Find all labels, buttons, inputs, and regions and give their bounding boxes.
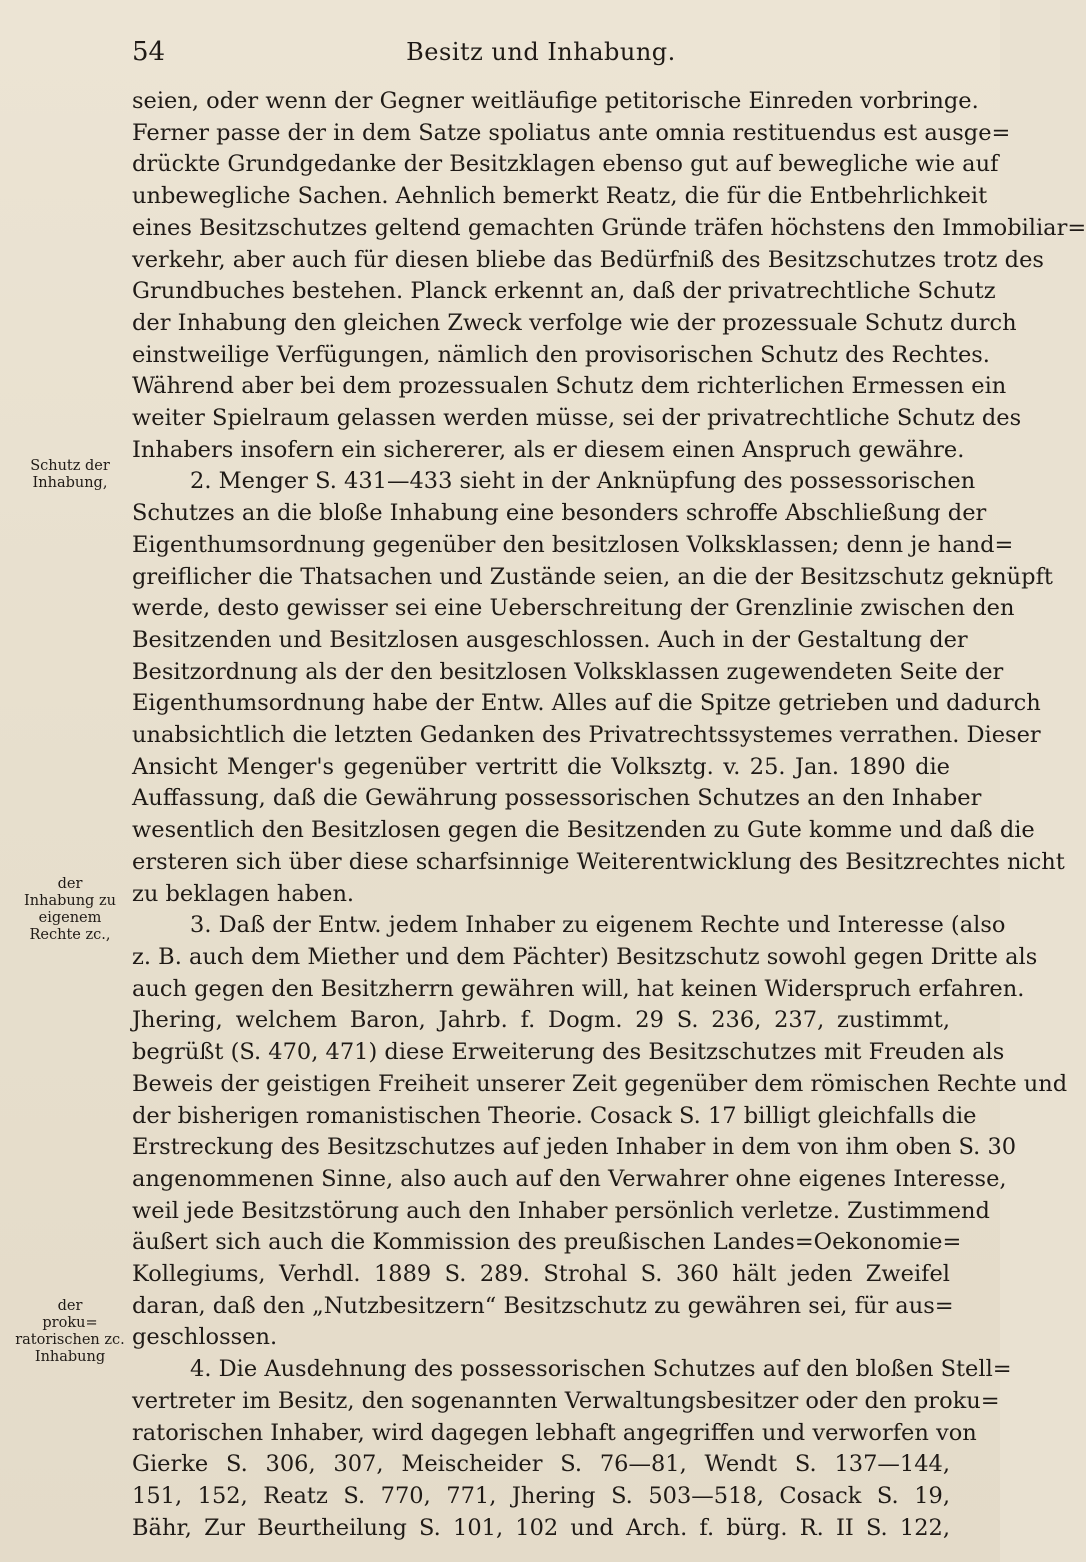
text-line: 151, 152, Reatz S. 770, 771, Jhering S. 503—518, Cosack S. 19, [132,1482,950,1509]
margin-note-line: Inhabung [34,1349,106,1365]
text-line: zu beklagen haben. [132,880,355,907]
text-line: wesentlich den Besitzlosen gegen die Besitzenden zu Gute komme und daß die [132,817,1035,844]
text-line: Inhabers insofern ein sichererer, als er diesem einen Anspruch gewähre. [132,436,965,463]
margin-note-schutz-der-inhabung [14,458,126,492]
margin-note-inhabung-eigenem-rechte [14,876,126,944]
text-line: Erstreckung des Besitzschutzes auf jeden Inhaber in dem von ihm oben S. 30 [132,1134,1017,1161]
text-line: geschlossen. [132,1324,278,1351]
text-line: angenommenen Sinne, also auch auf den Verwahrer ohne eigenes Interesse, [132,1165,1007,1192]
text-line: ersteren sich über diese scharfsinnige Weiterentwicklung des Besitzrechtes nicht [132,848,1065,875]
margin-note-line: der [57,1298,83,1314]
text-line: einstweilige Verfügungen, nämlich den provisorischen Schutz des Rechtes. [132,341,990,368]
paragraph-4-start: 4. Die Ausdehnung des possessorischen Schutzes auf den bloßen Stell= [190,1356,1012,1383]
text-line: Ansicht Menger's gegenüber vertritt die Volksztg. v. 25. Jan. 1890 die [132,753,950,780]
margin-note-line: Inhabung zu [24,893,116,909]
text-line: Besitzenden und Besitzlosen ausgeschlossen. Auch in der Gestaltung der [132,626,968,653]
text-line: verkehr, aber auch für diesen bliebe das Bedürfniß des Besitzschutzes trotz des [132,246,1044,273]
margin-note-line: eigenem [38,910,102,926]
text-line: Jhering, welchem Baron, Jahrb. f. Dogm. 29 S. 236, 237, zustimmt, [132,1007,950,1034]
margin-note-line: Inhabung, [32,475,108,491]
text-line: Bähr, Zur Beurtheilung S. 101, 102 und Arch. f. bürg. R. II S. 122, [132,1514,950,1541]
margin-note-line: Rechte zc., [29,927,111,943]
paragraph-2-start: 2. Menger S. 431—433 sieht in der Anknüpfung des possessorischen [190,468,976,495]
text-line: der Inhabung den gleichen Zweck verfolge wie der prozessuale Schutz durch [132,309,1017,336]
text-line: Eigenthumsordnung gegenüber den besitzlosen Volksklassen; denn je hand= [132,531,1014,558]
margin-note-prokuratorischen-inhabung [14,1298,126,1366]
text-line: der bisherigen romanistischen Theorie. Cosack S. 17 billigt gleichfalls die [132,1102,977,1129]
text-line: Grundbuches bestehen. Planck erkennt an, daß der privatrechtliche Schutz [132,278,996,305]
text-line: weiter Spielraum gelassen werden müsse, sei der privatrechtliche Schutz des [132,405,1022,432]
text-line: werde, desto gewisser sei eine Ueberschreitung der Grenzlinie zwischen den [132,595,1015,622]
text-line: Gierke S. 306, 307, Meischeider S. 76—81, Wendt S. 137—144, [132,1451,950,1478]
text-line: Besitzordnung als der den besitzlosen Volksklassen zugewendeten Seite der [132,658,1004,685]
text-line: äußert sich auch die Kommission des preußischen Landes=Oekonomie= [132,1229,962,1256]
text-line: auch gegen den Besitzherrn gewähren will, hat keinen Widerspruch erfahren. [132,975,1025,1002]
margin-note-line: Schutz der [30,458,110,474]
text-line: begrüßt (S. 470, 471) diese Erweiterung des Besitzschutzes mit Freuden als [132,1039,1005,1066]
text-line: Eigenthumsordnung habe der Entw. Alles auf die Spitze getrieben und dadurch [132,690,1041,717]
page-number: 54 [132,37,166,67]
text-line: ratorischen Inhaber, wird dagegen lebhaft angegriffen und verworfen von [132,1419,977,1446]
text-line: weil jede Besitzstörung auch den Inhaber persönlich verletze. Zustimmend [132,1197,990,1224]
text-line: Während aber bei dem prozessualen Schutz dem richterlichen Ermessen ein [132,373,1007,400]
text-line: drückte Grundgedanke der Besitzklagen ebenso gut auf bewegliche wie auf [132,151,999,178]
margin-note-line: proku= [42,1315,98,1331]
text-line: z. B. auch dem Miether und dem Pächter) Besitzschutz sowohl gegen Dritte als [132,943,1038,970]
text-line: eines Besitzschutzes geltend gemachten Gründe träfen höchstens den Immobiliar= [132,214,1086,241]
running-title: Besitz und Inhabung. [406,38,676,66]
text-line: unabsichtlich die letzten Gedanken des Privatrechtssystemes verrathen. Dieser [132,722,1041,749]
text-line: seien, oder wenn der Gegner weitläufige petitorische Einreden vorbringe. [132,88,979,114]
text-line: Ferner passe der in dem Satze spoliatus ante omnia restituendus est ausge= [132,119,1011,146]
margin-note-line: ratorischen zc. [15,1332,125,1348]
text-line: unbewegliche Sachen. Aehnlich bemerkt Reatz, die für die Entbehrlichkeit [132,183,988,210]
text-line: Kollegiums, Verhdl. 1889 S. 289. Strohal S. 360 hält jeden Zweifel [132,1261,950,1288]
text-line: greiflicher die Thatsachen und Zustände seien, an die der Besitzschutz geknüpft [132,563,1053,590]
text-line: daran, daß den „Nutzbesitzern“ Besitzschutz zu gewähren sei, für aus= [132,1292,954,1319]
page-header [132,32,950,72]
paragraph-3-start: 3. Daß der Entw. jedem Inhaber zu eigenem Rechte und Interesse (also [190,912,1006,939]
text-line: vertreter im Besitz, den sogenannten Verwaltungsbesitzer oder den proku= [132,1387,1000,1414]
margin-note-line: der [57,876,83,892]
text-line: Schutzes an die bloße Inhabung eine besonders schroffe Abschließung der [132,500,987,527]
text-line: Beweis der geistigen Freiheit unserer Zeit gegenüber dem römischen Rechte und [132,1070,1068,1097]
body-text [132,86,1086,1544]
text-line: Auffassung, daß die Gewährung possessorischen Schutzes an den Inhaber [132,785,982,812]
